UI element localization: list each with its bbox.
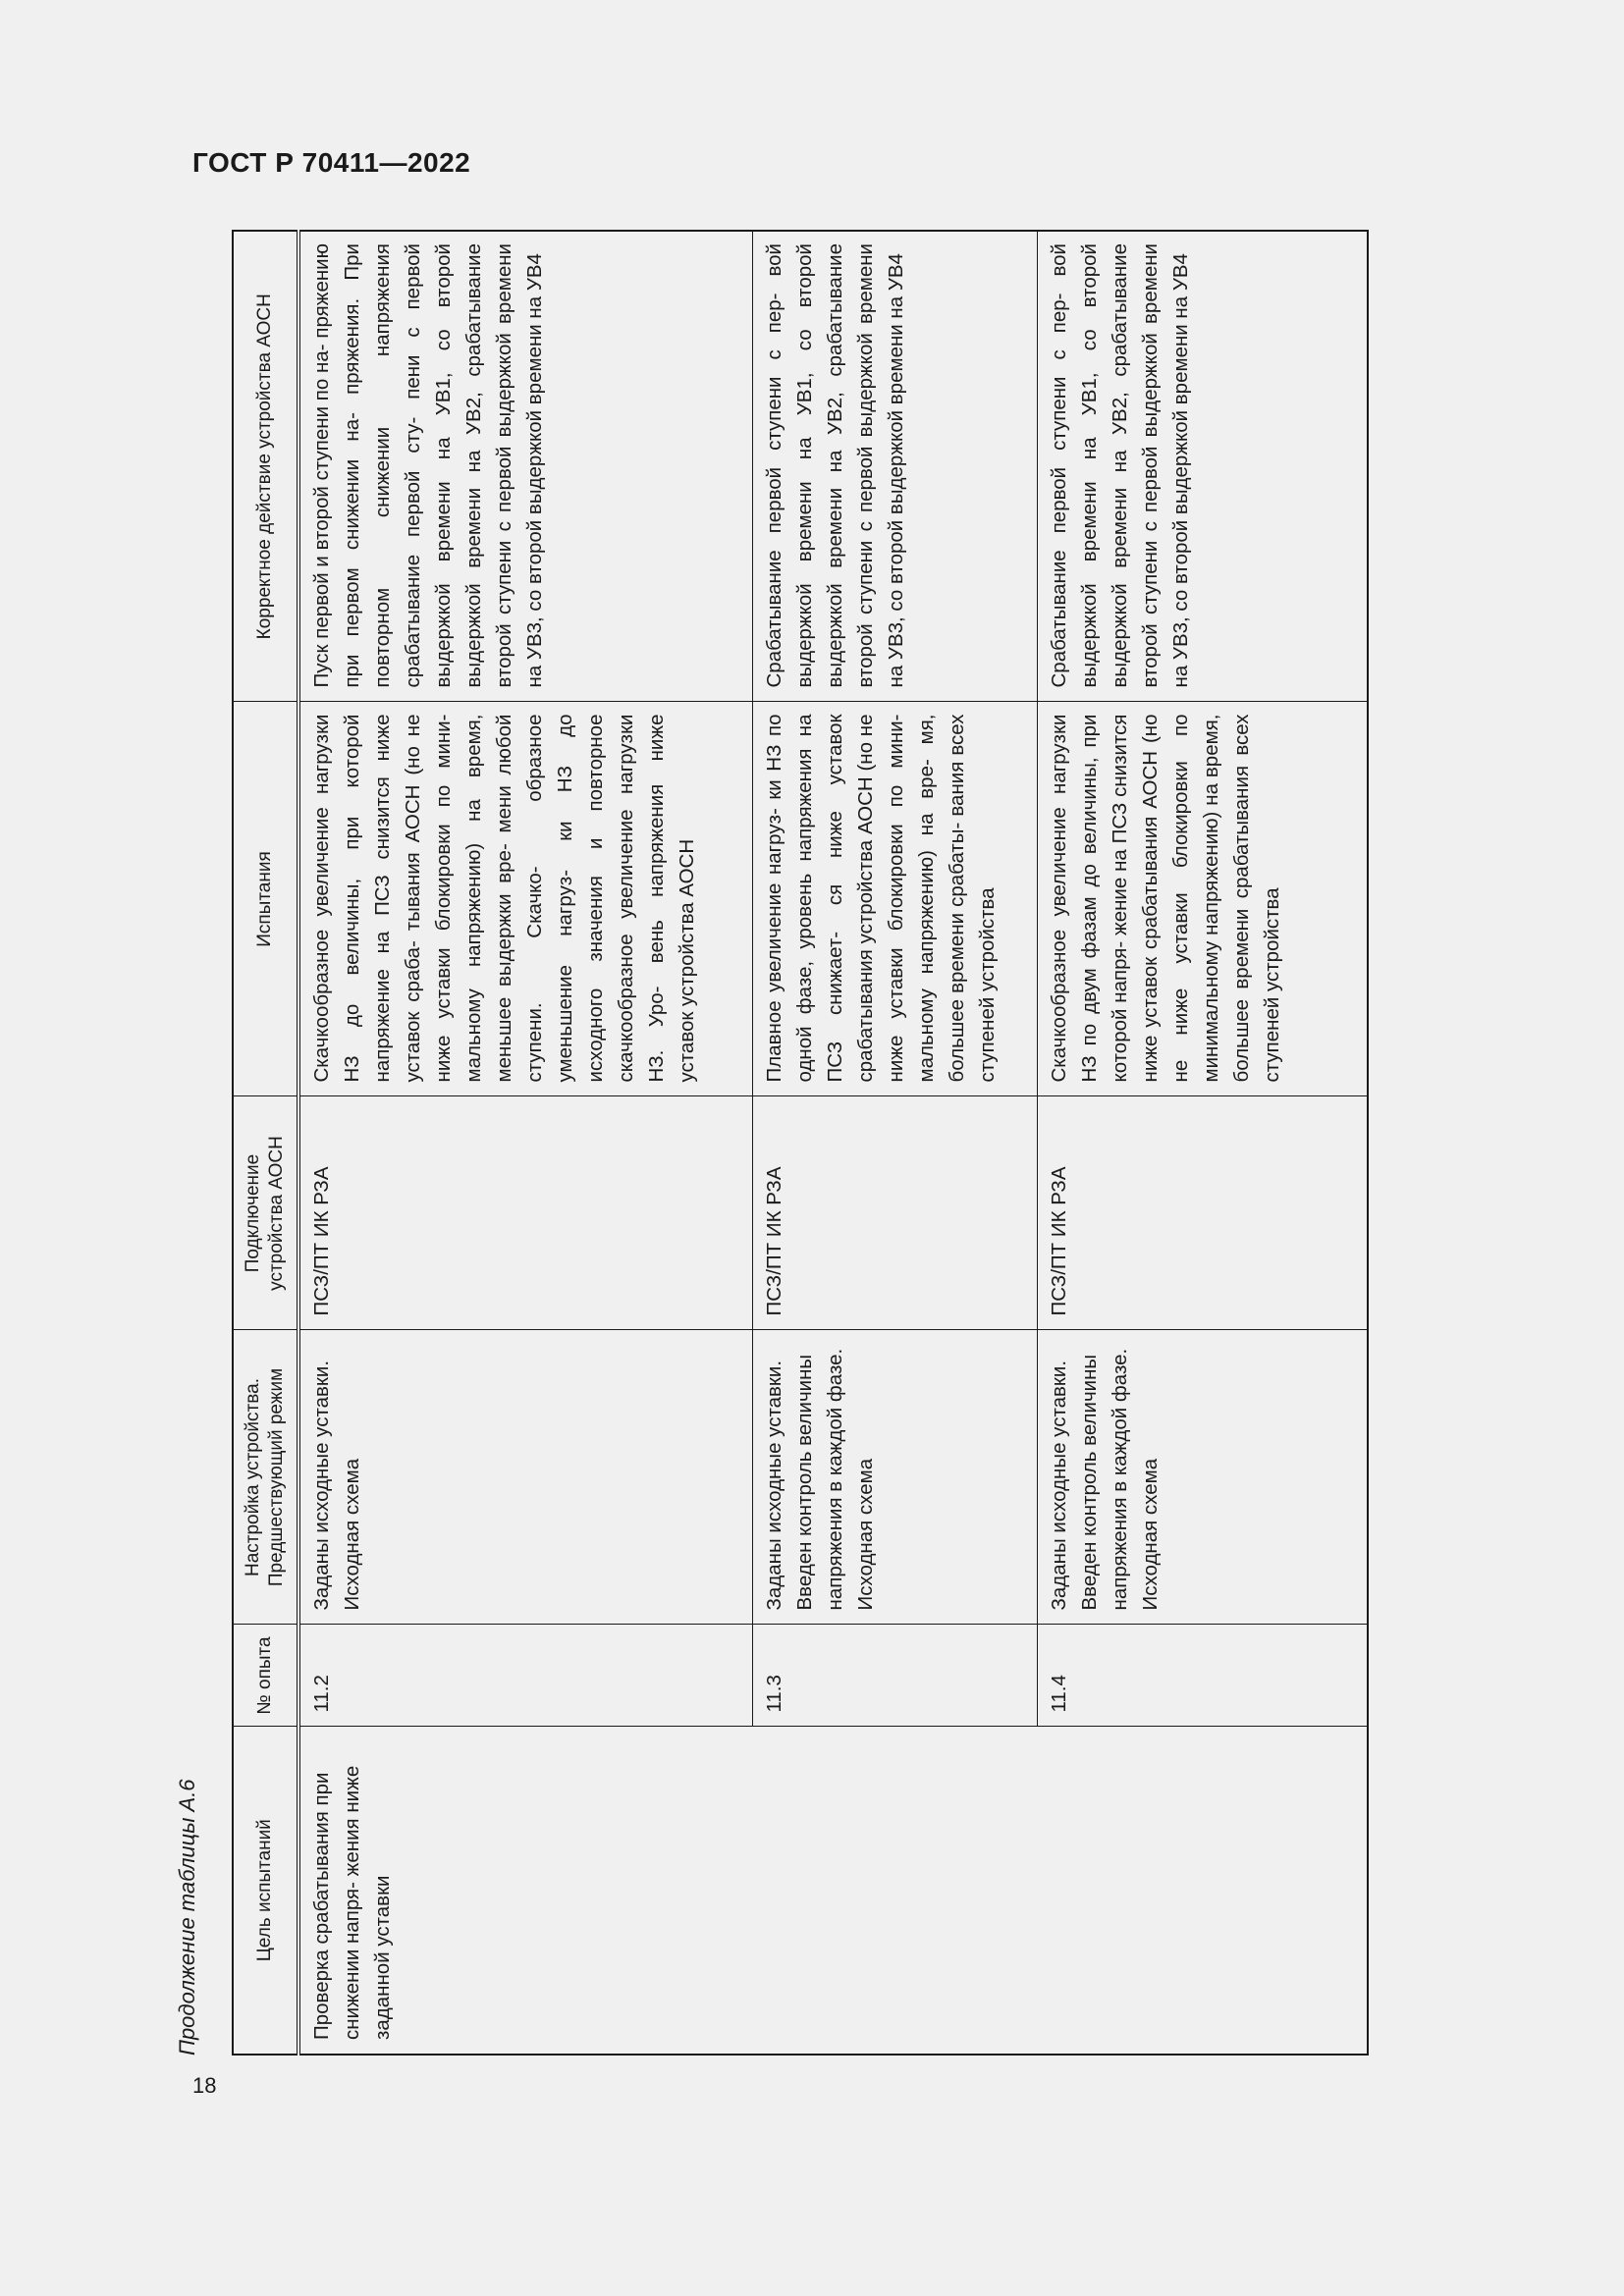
num-cell: 11.3 bbox=[752, 1625, 1037, 1727]
rotated-table-area bbox=[175, 232, 1369, 2056]
header-tests: Испытания bbox=[233, 702, 298, 1096]
setup-cell: Заданы исходные уставки. Введен контроль величины напряжения в каждой фазе. Исходная схема bbox=[752, 1330, 1037, 1625]
connection-cell: ПСЗ/ПТ ИК РЗА bbox=[752, 1096, 1037, 1330]
header-setup: Настройка устройства. Предшествующий режим bbox=[233, 1330, 298, 1625]
header-goal: Цель испытаний bbox=[233, 1727, 298, 2055]
table-caption: Продолжение таблицы А.6 bbox=[175, 1779, 199, 2056]
connection-cell: ПСЗ/ПТ ИК РЗА bbox=[298, 1096, 752, 1330]
table-row bbox=[298, 231, 752, 2055]
test-table bbox=[232, 230, 1369, 2056]
num-cell: 11.4 bbox=[1037, 1625, 1368, 1727]
rotated-content bbox=[175, 232, 1369, 2056]
tests-cell: Плавное увеличение нагруз- ки НЗ по одной фазе, уровень напряжения на ПСЗ снижает- ся ниже уставок срабатывания устройства АОСН (но не ниже уставки блокировки по мини- мальному напряжению) на вре- мя, большее времени срабаты- вания всех ступеней устройства bbox=[752, 702, 1037, 1096]
header-action: Корректное действие устройства АОСН bbox=[233, 231, 298, 702]
action-cell: Срабатывание первой ступени с пер- вой выдержкой времени на УВ1, со второй выдержкой времени на УВ2, срабатывание второй ступени с первой выдержкой времени на УВ3, со второй выдержкой времени на УВ4 bbox=[752, 231, 1037, 702]
header-num: № опыта bbox=[233, 1625, 298, 1727]
action-cell: Срабатывание первой ступени с пер- вой выдержкой времени на УВ1, со второй выдержкой времени на УВ2, срабатывание второй ступени с первой выдержкой времени на УВ3, со второй выдержкой времени на УВ4 bbox=[1037, 231, 1368, 702]
num-cell: 11.2 bbox=[298, 1625, 752, 1727]
setup-cell: Заданы исходные уставки. Исходная схема bbox=[298, 1330, 752, 1625]
tests-cell: Скачкообразное увеличение нагрузки НЗ по двум фазам до величины, при которой напря- жение на ПСЗ снизится ниже уставок срабатывания АОСН (но не ниже уставки блокировки по минимальному напряжению) на время, большее времени срабатывания всех ступеней устройства bbox=[1037, 702, 1368, 1096]
connection-cell: ПСЗ/ПТ ИК РЗА bbox=[1037, 1096, 1368, 1330]
page-number: 18 bbox=[192, 2073, 217, 2098]
action-cell: Пуск первой и второй ступени по на- пряжению при первом снижении на- пряжения. При повторном снижении напряжения срабатывание первой сту- пени с первой выдержкой времени на УВ1, со второй выдержкой времени на УВ2, срабатывание второй ступени с первой выдержкой времени на УВ3, со второй выдержкой времени на УВ4 bbox=[298, 231, 752, 702]
setup-cell: Заданы исходные уставки. Введен контроль величины напряжения в каждой фазе. Исходная схема bbox=[1037, 1330, 1368, 1625]
document-header: ГОСТ Р 70411—2022 bbox=[192, 147, 471, 178]
tests-cell: Скачкообразное увеличение нагрузки НЗ до величины, при которой напряжение на ПСЗ снизится ниже уставок сраба- тывания АОСН (но не ниже уставки блокировки по мини- мальному напряжению) на время, меньшее выдержки вре- мени любой ступени. Скачко- образное уменьшение нагруз- ки НЗ до исходного значения и повторное скачкообразное увеличение нагрузки НЗ. Уро- вень напряжения ниже уставок устройства АОСН bbox=[298, 702, 752, 1096]
goal-cell: Проверка срабатывания при снижении напря- жения ниже заданной уставки bbox=[298, 1727, 1368, 2055]
table-header-row bbox=[233, 231, 298, 2055]
header-connection: Подключение устройства АОСН bbox=[233, 1096, 298, 1330]
